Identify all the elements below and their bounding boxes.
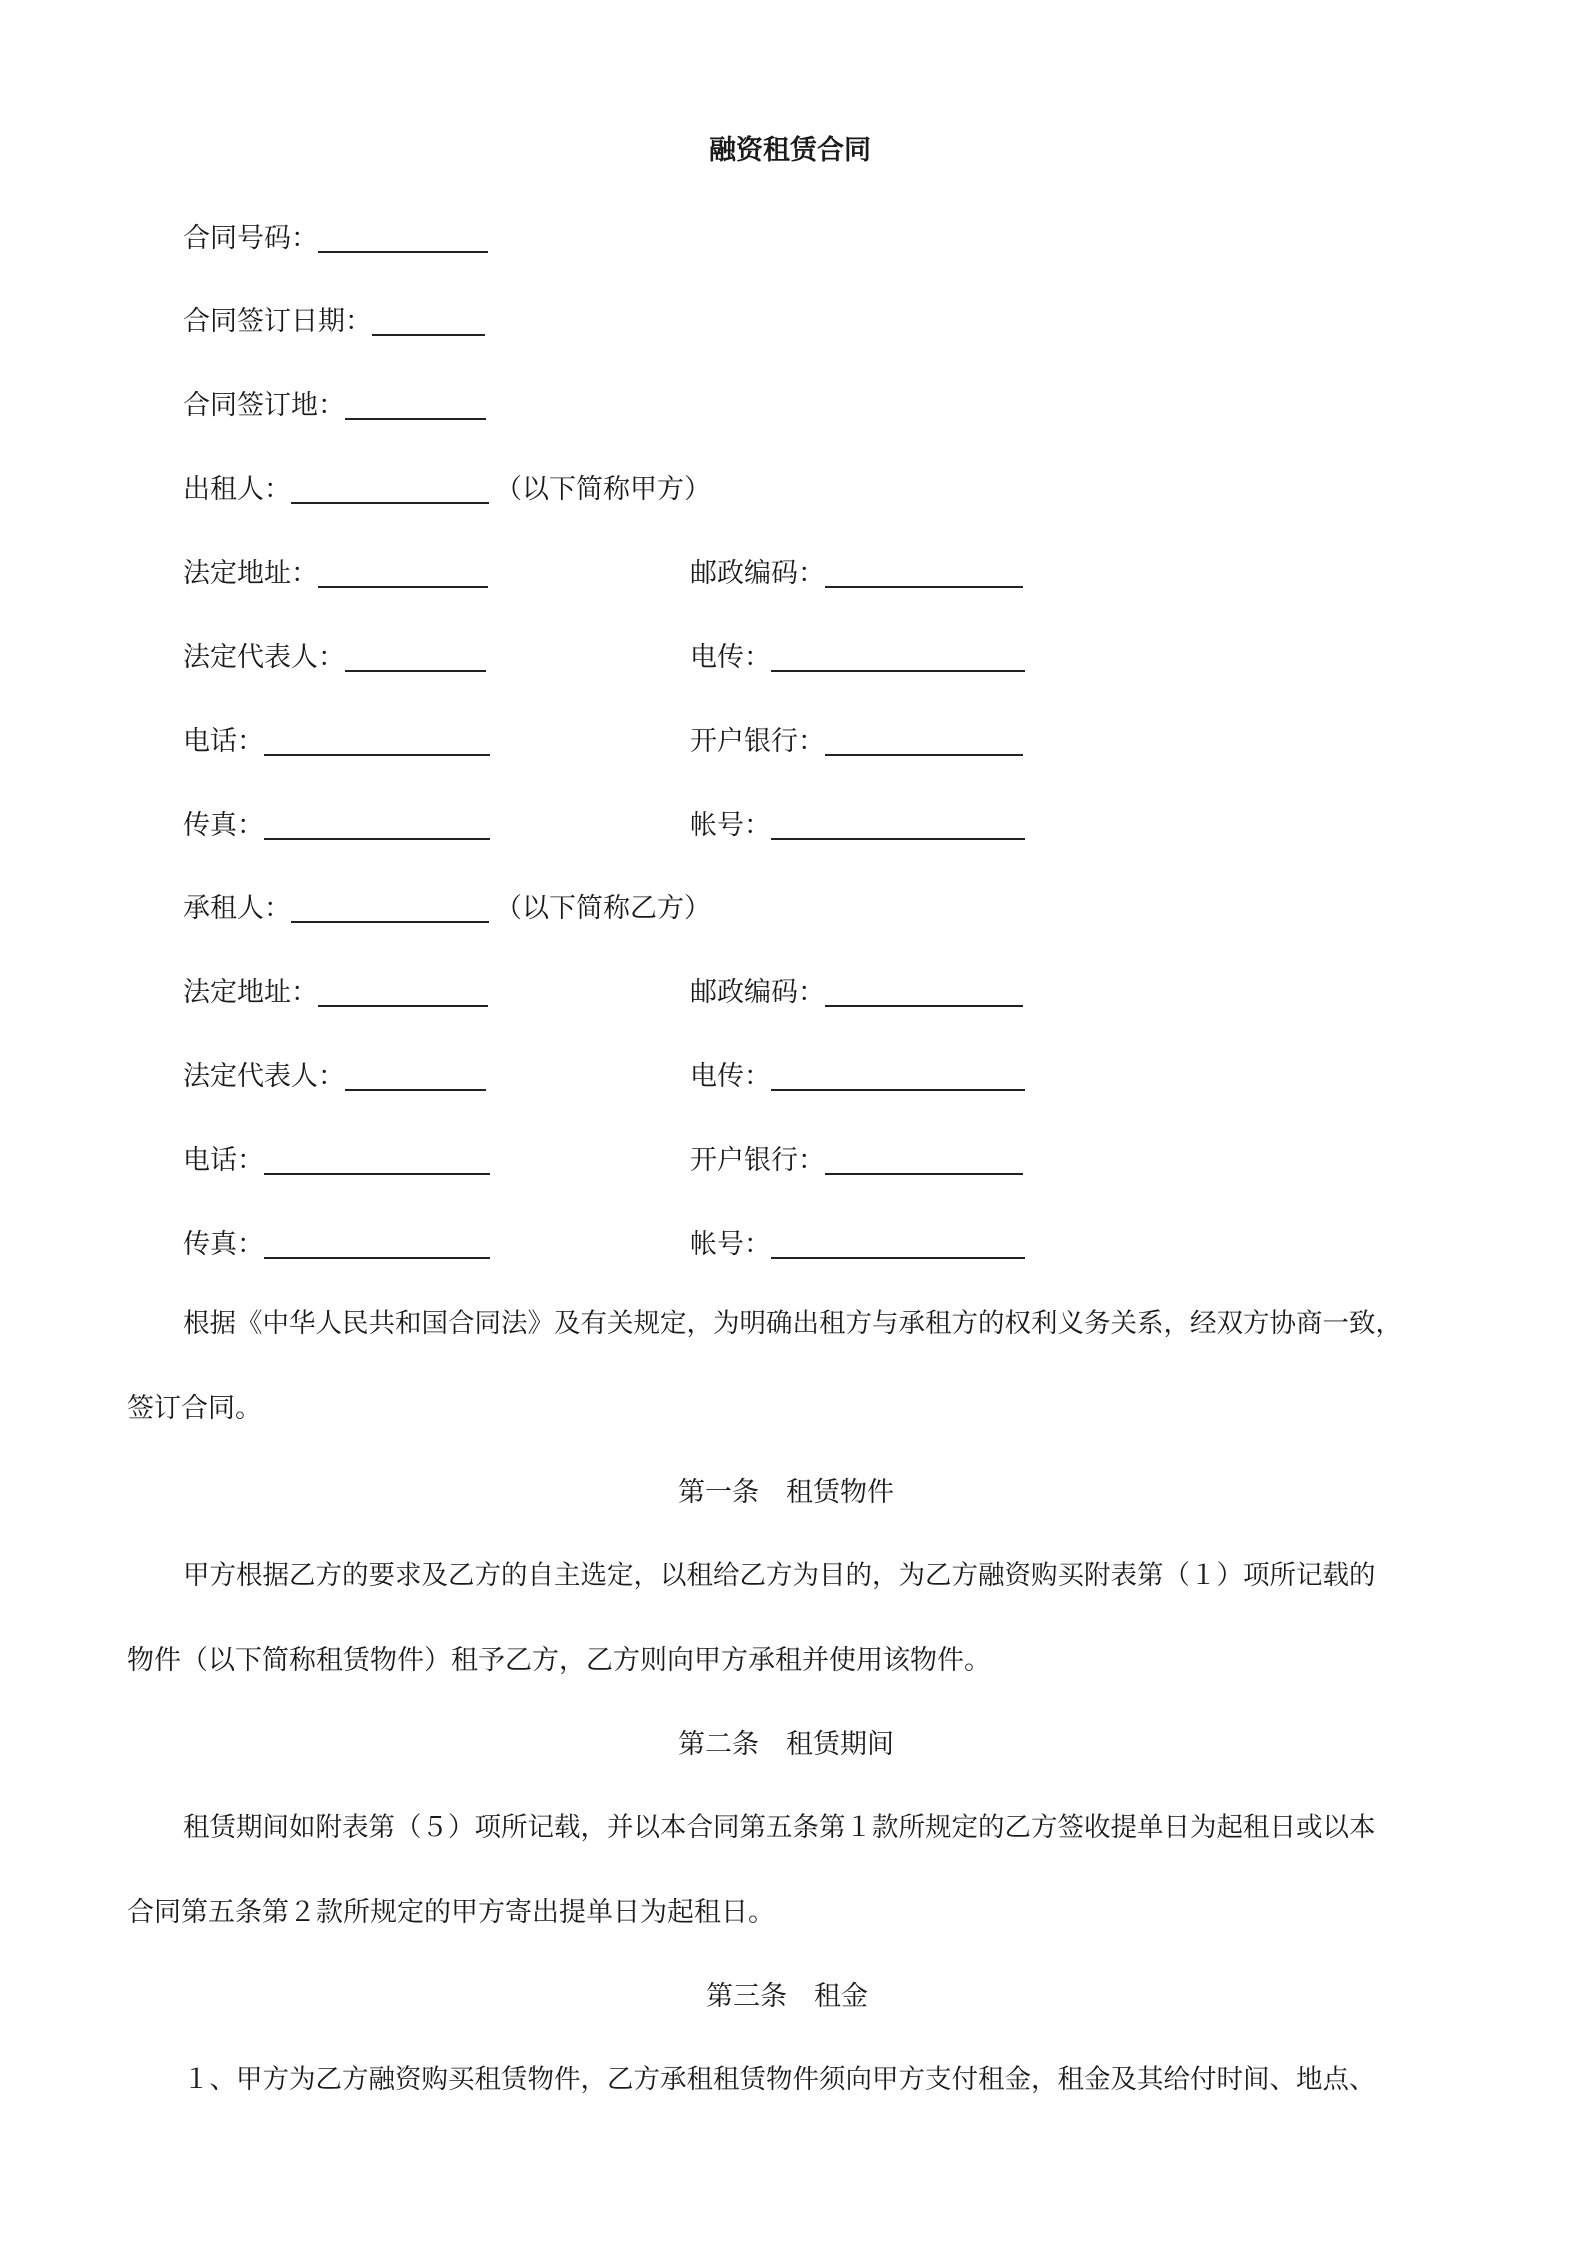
lessor-telegraph-label: 电传：	[690, 642, 771, 673]
lessee-account-blank[interactable]	[771, 1227, 1025, 1259]
sign-date-field	[183, 304, 485, 336]
lessee-phone-blank[interactable]	[264, 1143, 490, 1175]
article-3-heading: 第三条 租金	[706, 1981, 868, 2012]
sign-date-blank[interactable]	[372, 304, 485, 336]
lessor-phone-blank[interactable]	[264, 724, 490, 756]
lessor-phone-field	[183, 724, 490, 756]
lessor-fax-field	[183, 808, 490, 840]
lessee-bank-blank[interactable]	[825, 1143, 1023, 1175]
preamble-line-1: 根据《中华人民共和国合同法》及有关规定，为明确出租方与承租方的权利义务关系，经双方协商一致，	[183, 1308, 1402, 1339]
lessor-phone-label: 电话：	[183, 726, 264, 757]
lessee-blank[interactable]	[291, 891, 489, 923]
lessor-field	[183, 472, 711, 504]
lessee-phone-field	[183, 1143, 490, 1175]
page-title: 融资租赁合同	[709, 135, 871, 166]
lessee-phone-label: 电话：	[183, 1145, 264, 1176]
lessee-field	[183, 891, 711, 923]
lessee-postcode-field	[690, 975, 1023, 1007]
lessor-account-blank[interactable]	[771, 808, 1025, 840]
lessor-bank-blank[interactable]	[825, 724, 1023, 756]
lessee-address-field	[183, 975, 488, 1007]
contract-number-field	[183, 221, 488, 253]
lessee-account-label: 帐号：	[690, 1229, 771, 1260]
lessor-address-field	[183, 556, 488, 588]
lessee-label: 承租人：	[183, 893, 291, 924]
preamble-line-2: 签订合同。	[127, 1393, 262, 1424]
lessee-telegraph-label: 电传：	[690, 1061, 771, 1092]
sign-place-label: 合同签订地：	[183, 390, 345, 421]
lessee-bank-field	[690, 1143, 1023, 1175]
lessee-fax-field	[183, 1227, 490, 1259]
lessor-telegraph-blank[interactable]	[771, 640, 1025, 672]
article-1-line-1: 甲方根据乙方的要求及乙方的自主选定，以租给乙方为目的，为乙方融资购买附表第（１）项所记载的	[183, 1560, 1376, 1591]
contract-number-blank[interactable]	[318, 221, 488, 253]
lessor-account-field	[690, 808, 1025, 840]
lessor-bank-label: 开户银行：	[690, 726, 825, 757]
lessee-telegraph-blank[interactable]	[771, 1059, 1025, 1091]
lessor-fax-blank[interactable]	[264, 808, 490, 840]
lessor-representative-blank[interactable]	[345, 640, 486, 672]
lessor-address-blank[interactable]	[318, 556, 488, 588]
sign-place-field	[183, 388, 486, 420]
lessee-bank-label: 开户银行：	[690, 1145, 825, 1176]
lessee-representative-label: 法定代表人：	[183, 1061, 345, 1092]
lessor-bank-field	[690, 724, 1023, 756]
lessee-account-field	[690, 1227, 1025, 1259]
sign-date-label: 合同签订日期：	[183, 306, 372, 337]
lessee-representative-blank[interactable]	[345, 1059, 486, 1091]
lessor-postcode-blank[interactable]	[825, 556, 1023, 588]
lessee-address-label: 法定地址：	[183, 977, 318, 1008]
lessor-postcode-label: 邮政编码：	[690, 558, 825, 589]
article-2-line-1: 租赁期间如附表第（５）项所记载，并以本合同第五条第１款所规定的乙方签收提单日为起租日或以本	[183, 1812, 1376, 1843]
lessor-address-label: 法定地址：	[183, 558, 318, 589]
article-2-heading: 第二条 租赁期间	[678, 1729, 894, 1760]
lessee-postcode-label: 邮政编码：	[690, 977, 825, 1008]
lessor-postcode-field	[690, 556, 1023, 588]
article-3-line-1: １、甲方为乙方融资购买租赁物件，乙方承租租赁物件须向甲方支付租金，租金及其给付时间、地点、	[183, 2064, 1376, 2095]
lessee-representative-field	[183, 1059, 486, 1091]
lessee-suffix: （以下简称乙方）	[495, 893, 711, 924]
lessor-telegraph-field	[690, 640, 1025, 672]
lessee-postcode-blank[interactable]	[825, 975, 1023, 1007]
lessor-account-label: 帐号：	[690, 810, 771, 841]
contract-number-label: 合同号码：	[183, 223, 318, 254]
sign-place-blank[interactable]	[345, 388, 486, 420]
lessor-suffix: （以下简称甲方）	[495, 474, 711, 505]
lessee-telegraph-field	[690, 1059, 1025, 1091]
lessor-label: 出租人：	[183, 474, 291, 505]
lessee-fax-blank[interactable]	[264, 1227, 490, 1259]
lessor-representative-label: 法定代表人：	[183, 642, 345, 673]
lessor-representative-field	[183, 640, 486, 672]
lessee-address-blank[interactable]	[318, 975, 488, 1007]
lessor-fax-label: 传真：	[183, 810, 264, 841]
article-1-heading: 第一条 租赁物件	[678, 1477, 894, 1508]
lessor-blank[interactable]	[291, 472, 489, 504]
article-1-line-2: 物件（以下简称租赁物件）租予乙方，乙方则向甲方承租并使用该物件。	[127, 1645, 991, 1676]
lessee-fax-label: 传真：	[183, 1229, 264, 1260]
article-2-line-2: 合同第五条第２款所规定的甲方寄出提单日为起租日。	[127, 1897, 775, 1928]
